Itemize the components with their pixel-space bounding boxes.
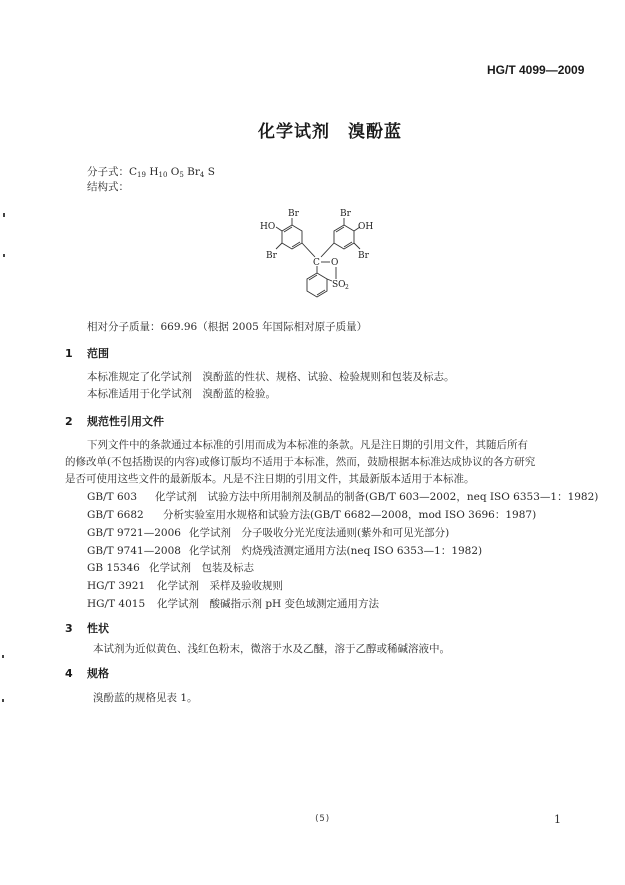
- scan-mark: [2, 655, 4, 658]
- svg-text:OH: OH: [358, 222, 374, 232]
- svg-text:C: C: [313, 258, 320, 268]
- scan-mark: [3, 213, 5, 217]
- reference-code: GB 15346: [87, 562, 140, 574]
- reference-title: 化学试剂 灼烧残渣测定通用方法(neq ISO 6353—1：1982): [189, 545, 483, 557]
- relative-molecular-mass: 相对分子质量：669.96（根据 2005 年国际相对原子质量）: [87, 321, 368, 333]
- reference-code: GB/T 9741—2008: [87, 545, 181, 557]
- formula-c-count: 19: [137, 171, 146, 179]
- section-1-heading: [65, 345, 109, 361]
- reference-title: 化学试剂 采样及验收规则: [157, 580, 283, 592]
- reference-item: [87, 544, 482, 558]
- section-2-heading: [65, 413, 164, 429]
- title-part1: 化学试剂: [258, 122, 330, 142]
- section-3-paragraph: 本试剂为近似黄色、浅红色粉末，微溶于水及乙醚，溶于乙醇或稀碱溶液中。: [93, 643, 450, 655]
- section-number: 1: [65, 347, 73, 360]
- section-1-paragraph-1: 本标准规定了化学试剂 溴酚蓝的性状、规格、试验、检验规则和包装及标志。: [87, 371, 455, 383]
- formula-label: 分子式：: [87, 166, 129, 178]
- section-3-heading: [65, 620, 109, 636]
- reference-title: 化学试剂 包装及标志: [149, 562, 254, 574]
- reference-title: 分析实验室用水规格和试验方法(GB/T 6682—2008，mod ISO 3696：1987): [163, 509, 537, 521]
- reference-title: 化学试剂 酸碱指示剂 pH 变色域测定通用方法: [157, 598, 380, 610]
- reference-title: 化学试剂 试验方法中所用制剂及制品的制备(GB/T 603—2002，neq ISO 6353—1：1982): [155, 491, 599, 503]
- reference-code: GB/T 6682: [87, 509, 144, 521]
- section-title: 规范性引用文件: [87, 415, 164, 428]
- section-4-paragraph: 溴酚蓝的规格见表 1。: [93, 692, 198, 704]
- section-title: 范围: [87, 347, 109, 360]
- svg-text:Br: Br: [358, 251, 369, 261]
- svg-text:Br: Br: [288, 209, 299, 219]
- page-number: 1: [554, 813, 561, 826]
- section-number: 3: [65, 622, 73, 635]
- section-title: 性状: [87, 622, 109, 635]
- formula-br-count: 4: [199, 171, 205, 179]
- svg-text:HO: HO: [260, 222, 276, 232]
- standard-code: HG/T 4099—2009: [487, 63, 585, 77]
- structure-label: 结构式：: [87, 181, 129, 193]
- footer-sequence-number: (5): [314, 814, 331, 824]
- document-title: [258, 117, 402, 142]
- reference-code: GB/T 603: [87, 491, 138, 503]
- section-4-heading: [65, 665, 109, 681]
- reference-code: HG/T 4015: [87, 598, 146, 610]
- svg-text:O: O: [331, 258, 339, 268]
- reference-item: [87, 579, 283, 593]
- section-2-intro-line-2: 的修改单(不包括勘误的内容)或修订版均不适用于本标准，然而，鼓励根据本标准达成协议的各方研究: [65, 456, 536, 468]
- reference-title: 化学试剂 分子吸收分光光度法通则(紫外和可见光部分): [189, 527, 450, 539]
- reference-code: GB/T 9721—2006: [87, 527, 181, 539]
- formula-o: O: [170, 166, 180, 178]
- reference-item: [87, 597, 379, 611]
- formula-br: Br: [187, 166, 200, 178]
- section-number: 4: [65, 667, 73, 680]
- svg-text:SO: SO: [332, 280, 346, 290]
- section-2-intro-line-3: 是否可使用这些文件的最新版本。凡是不注日期的引用文件，其最新版本适用于本标准。: [65, 473, 475, 485]
- formula-h-count: 10: [158, 171, 168, 179]
- reference-item: [87, 508, 536, 522]
- structural-formula-diagram: [258, 205, 388, 305]
- formula-s: S: [207, 166, 215, 178]
- reference-code: HG/T 3921: [87, 580, 146, 592]
- reference-item: [87, 526, 449, 540]
- section-number: 2: [65, 415, 73, 428]
- section-2-intro-line-1: 下列文件中的条款通过本标准的引用而成为本标准的条款。凡是注日期的引用文件，其随后所有: [87, 439, 528, 451]
- svg-text:Br: Br: [266, 251, 277, 261]
- scan-mark: [3, 254, 5, 257]
- formula-o-count: 5: [179, 171, 184, 179]
- reference-item: [87, 561, 254, 575]
- bromophenol-blue-structure-icon: [258, 205, 388, 305]
- formula-c: C: [129, 166, 138, 178]
- section-title: 规格: [87, 667, 109, 680]
- reference-item: [87, 490, 598, 504]
- title-part2: 溴酚蓝: [348, 122, 402, 142]
- svg-text:2: 2: [345, 284, 349, 291]
- svg-text:Br: Br: [340, 209, 351, 219]
- scan-mark: [2, 699, 4, 702]
- section-1-paragraph-2: 本标准适用于化学试剂 溴酚蓝的检验。: [87, 388, 276, 400]
- formula-h: H: [149, 166, 159, 178]
